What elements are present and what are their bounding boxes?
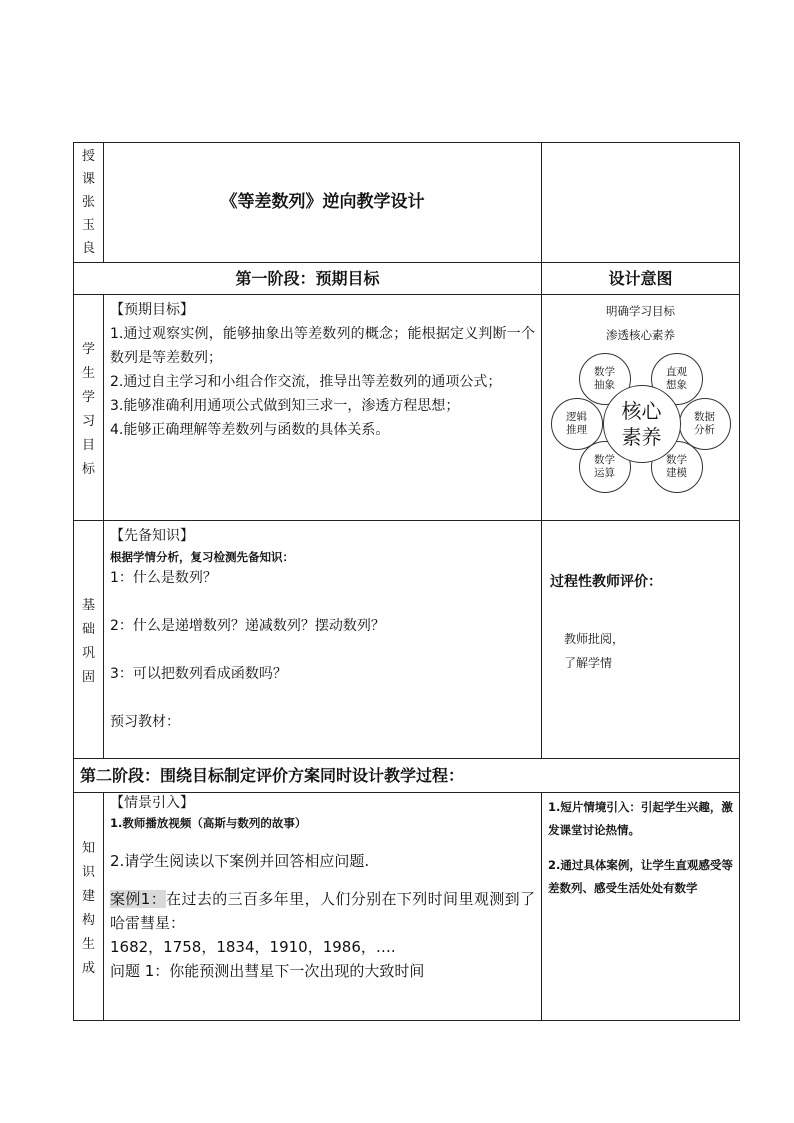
petal-math-abstraction: 数学 抽象 <box>579 353 631 405</box>
petal-math-operation: 数学 运算 <box>579 441 631 493</box>
petal-intuitive-imagination: 直观 想象 <box>651 353 703 405</box>
author-char: 课 <box>81 172 95 187</box>
case-text: 在过去的三百多年里，人们分别在下列时间里观测到了哈雷彗星： <box>110 890 535 932</box>
core-circle: 核心 素养 <box>603 385 681 463</box>
case-tag: 案例1： <box>110 890 167 908</box>
author-char: 张 <box>81 195 95 210</box>
petal-logical-reasoning: 逻辑 推理 <box>551 398 603 450</box>
scenario-label: 【情景引入】 <box>110 795 194 811</box>
petal-data-analysis: 数据 分析 <box>679 398 731 450</box>
stage2-heading: 第二阶段：围绕目标制定评价方案同时设计教学过程： <box>80 766 465 785</box>
author-char: 良 <box>81 241 95 256</box>
side-char: 建 <box>81 888 95 904</box>
objectives-label: 【预期目标】 <box>110 302 194 318</box>
stage1-heading-row <box>74 263 740 295</box>
side-char: 习 <box>81 413 95 429</box>
step-1: 1.教师播放视频（高斯与数列的故事） <box>110 816 307 830</box>
knowledge-notes-cell <box>542 793 740 1021</box>
petal-math-modeling: 数学 建模 <box>651 441 703 493</box>
author-char: 玉 <box>81 218 95 233</box>
stage2-heading-cell <box>74 759 740 793</box>
basics-label: 【先备知识】 <box>110 528 194 544</box>
side-char: 巩 <box>81 645 95 661</box>
stage1-heading-cell <box>74 263 542 295</box>
basics-cell <box>104 521 542 759</box>
evaluation-title: 过程性教师评价： <box>550 574 662 590</box>
header-row <box>74 143 740 263</box>
author-cell <box>74 143 104 263</box>
lesson-plan-table <box>73 142 740 1021</box>
basics-row <box>74 521 740 759</box>
objective-item: 1.通过观察实例，能够抽象出等差数列的概念；能根据定义判断一个数列是等差数列； <box>110 326 535 366</box>
evaluation-note-line: 教师批阅， <box>564 632 625 646</box>
preview-text: 预习教材： <box>110 714 180 730</box>
evaluation-cell <box>542 521 740 759</box>
case-paragraph <box>110 887 535 935</box>
side-char: 生 <box>81 936 95 952</box>
author-char: 授 <box>81 149 95 164</box>
side-char: 基 <box>81 597 95 613</box>
side-char: 成 <box>81 960 95 976</box>
title-cell <box>104 143 542 263</box>
step-2: 2.请学生阅读以下案例并回答相应问题. <box>110 852 370 870</box>
knowledge-side-cell <box>74 793 104 1021</box>
core-literacy-diagram <box>551 353 731 493</box>
side-char: 固 <box>81 669 95 685</box>
side-char: 标 <box>81 461 95 477</box>
side-char: 学 <box>81 389 95 405</box>
document-title: 《等差数列》逆向教学设计 <box>220 192 425 212</box>
objectives-cell <box>104 295 542 521</box>
question-1: 问题 1：你能预测出彗星下一次出现的大致时间 <box>110 962 425 980</box>
comet-years: 1682，1758，1834，1910，1986，…. <box>110 938 396 956</box>
intent-cell <box>542 295 740 521</box>
objective-item: 4.能够正确理解等差数列与函数的具体关系。 <box>110 422 390 438</box>
header-blank-cell <box>542 143 740 263</box>
objectives-side-cell <box>74 295 104 521</box>
basics-intro: 根据学情分析，复习检测先备知识： <box>110 550 294 564</box>
objectives-row <box>74 295 740 521</box>
objectives-body <box>104 295 541 442</box>
intent-text <box>542 295 739 347</box>
knowledge-design-notes <box>542 793 739 900</box>
basics-body <box>104 521 541 734</box>
side-char: 知 <box>81 840 95 856</box>
intent-line: 明确学习目标 <box>606 304 675 318</box>
basics-question: 2：什么是递增数列？递减数列？摆动数列？ <box>110 618 385 634</box>
design-note: 2.通过具体案例，让学生直观感受等差数列、感受生活处处有数学 <box>548 858 733 895</box>
objective-item: 2.通过自主学习和小组合作交流，推导出等差数列的通项公式； <box>110 374 502 390</box>
side-char: 构 <box>81 912 95 928</box>
knowledge-body <box>104 793 541 983</box>
design-note: 1.短片情境引入：引起学生兴趣，激发课堂讨论热情。 <box>548 800 733 837</box>
basics-question: 1：什么是数列？ <box>110 570 217 586</box>
side-char: 目 <box>81 437 95 453</box>
side-char: 识 <box>81 864 95 880</box>
design-intent-heading: 设计意图 <box>608 269 673 288</box>
objective-item: 3.能够准确利用通项公式做到知三求一，渗透方程思想； <box>110 398 460 414</box>
evaluation-note-line: 了解学情 <box>564 656 613 670</box>
knowledge-row <box>74 793 740 1021</box>
intent-line: 渗透核心素养 <box>606 328 675 342</box>
evaluation-note <box>542 591 739 675</box>
side-char: 生 <box>81 365 95 381</box>
stage2-heading-row <box>74 759 740 793</box>
intent-heading-cell <box>542 263 740 295</box>
knowledge-cell <box>104 793 542 1021</box>
side-char: 础 <box>81 621 95 637</box>
basics-side-cell <box>74 521 104 759</box>
basics-question: 3：可以把数列看成函数吗？ <box>110 666 287 682</box>
side-char: 学 <box>81 341 95 357</box>
stage1-heading: 第一阶段：预期目标 <box>235 269 380 288</box>
